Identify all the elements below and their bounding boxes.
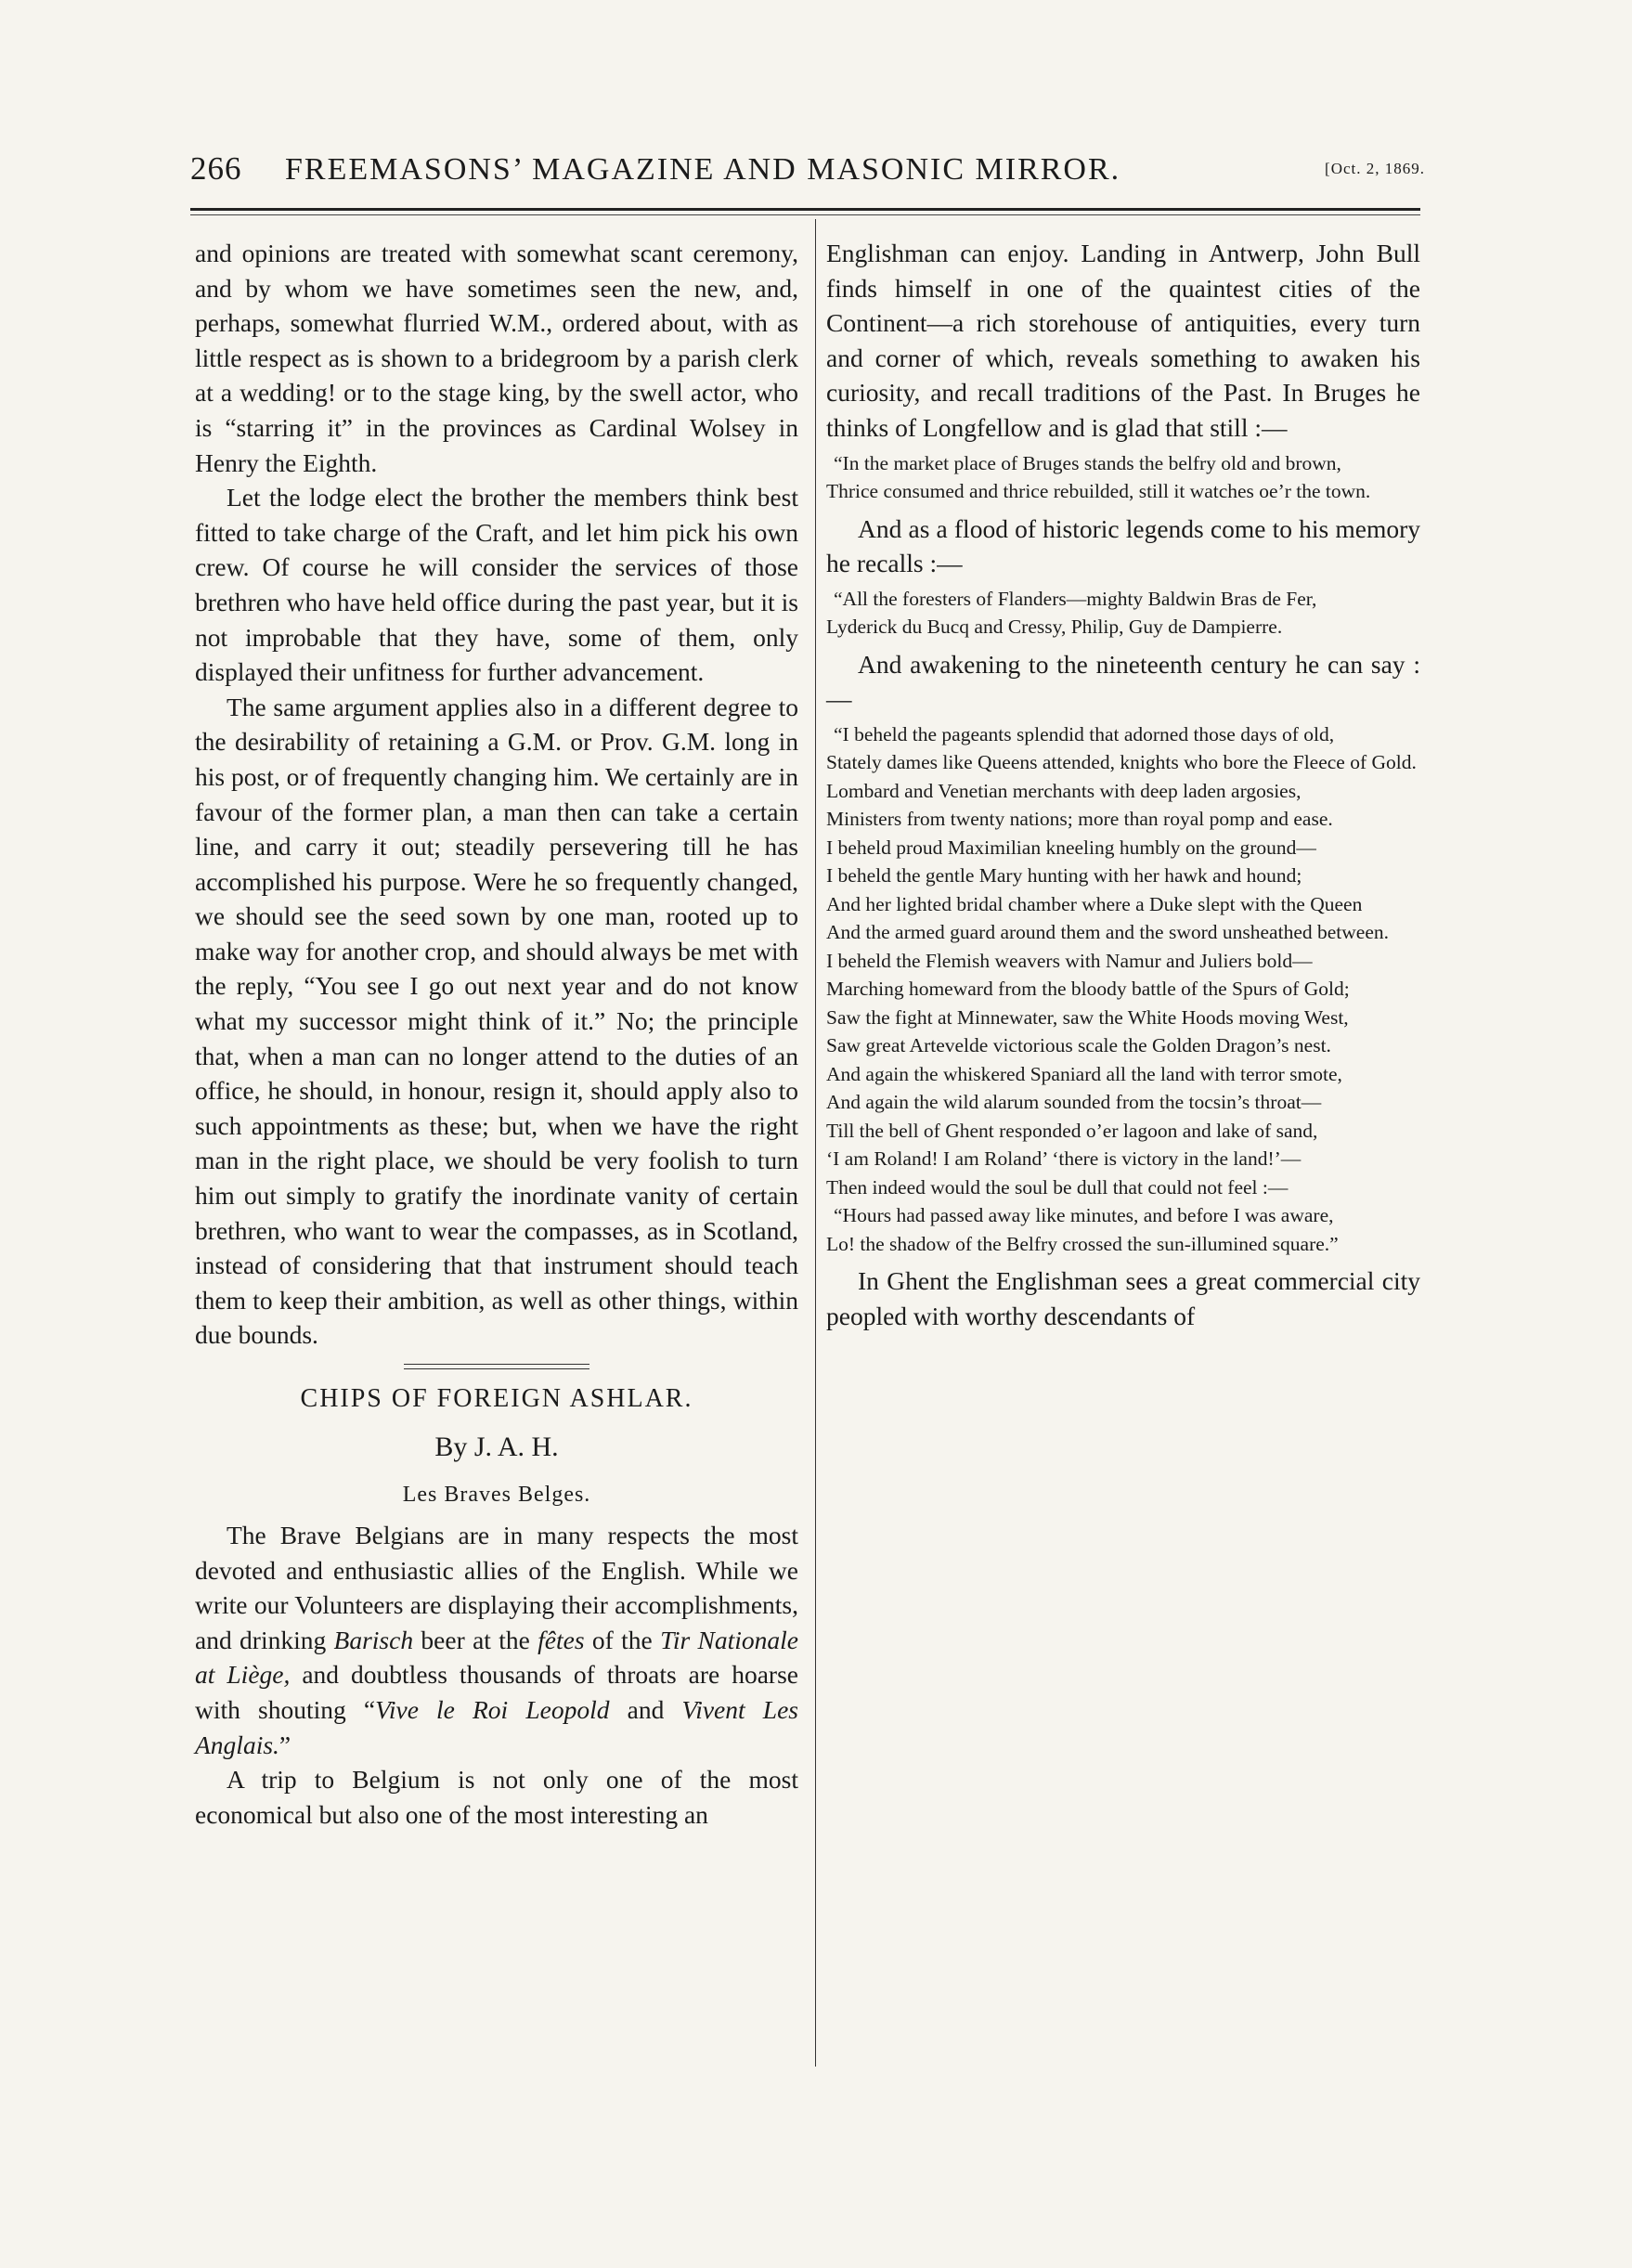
verse-line: Lombard and Venetian merchants with deep laden argosies, (826, 779, 1302, 802)
italic-text: Barisch (333, 1625, 414, 1654)
verse-block (826, 720, 1420, 1259)
right-column (826, 236, 1420, 1334)
verse-line: Stately dames like Queens attended, knights who bore the Fleece of Gold. (826, 751, 1417, 774)
magazine-title: FREEMASONS’ MAGAZINE AND MASONIC MIRROR. (285, 152, 1121, 187)
section-byline: By J. A. H. (434, 1432, 559, 1462)
verse-line: “Hours had passed away like minutes, and before I was aware, (834, 1204, 1334, 1227)
article-paragraph: And as a flood of historic legends come to his memory he recalls :— (826, 513, 1420, 578)
section-title: CHIPS OF FOREIGN ASHLAR. (300, 1384, 693, 1413)
column-divider (815, 219, 816, 2067)
text-run: and doubtless thousands of throats are hoarse with shouting “ (195, 1660, 798, 1724)
article-paragraph: In Ghent the Englishman sees a great commercial city peopled with worthy descendants of (826, 1266, 1420, 1331)
text-run: The Brave Belgians are in many respects the most devoted and enthusiastic allies of the English. While we write our Volunteers are displaying their accomplishments, and drinking (195, 1521, 798, 1654)
verse-line: Till the bell of Ghent responded o’er lagoon and lake of sand, (826, 1119, 1318, 1142)
article-paragraph: And awakening to the nineteenth century he can say :— (826, 649, 1420, 714)
verse-line: Saw the fight at Minnewater, saw the White Hoods moving West, (826, 1005, 1349, 1029)
verse-line: I beheld the gentle Mary hunting with her hawk and hound; (826, 864, 1302, 888)
verse-block (826, 449, 1420, 506)
page-header (190, 149, 1425, 195)
article-paragraph (195, 1518, 798, 1762)
verse-line: Lyderick du Bucq and Cressy, Philip, Guy de Dampierre. (826, 616, 1283, 639)
verse-line: And her lighted bridal chamber where a Duke slept with the Queen (826, 892, 1363, 915)
verse-line: And again the wild alarum sounded from the tocsin’s throat— (826, 1091, 1322, 1114)
section-subtitle: Les Braves Belges. (402, 1483, 591, 1507)
header-rule (190, 208, 1420, 215)
verse-line: “I beheld the pageants splendid that adorned those days of old, (834, 722, 1335, 745)
article-paragraph: The same argument applies also in a different degree to the desirability of retaining a G.M. or Prov. G.M. long in his post, or of frequently changing him. We certainly are in favour of the former plan, a man then can take a certain line, and carry it out; steadily persevering till he has accomplished his purpose. Were he so frequently changed, we should see the seed sown by one man, rooted up to make way for another crop, and should always be met with the reply, “You see I go out next year and do not know what my successor might think of it.” No; the principle that, when a man can no longer attend to the duties of an office, he should, in honour, resign it, should apply also to such appointments as these; but, when we have the right man in the right place, we should be very foolish to turn him out simply to gratify the inordinate vanity of certain brethren, who want to wear the compasses, as in Scotland, instead of considering that that instrument should teach them to keep their ambition, as well as other things, within due bounds. (195, 692, 798, 1350)
text-run: and (609, 1694, 682, 1724)
left-column (195, 236, 798, 1832)
italic-text: Tir Nationale at Liège, (195, 1625, 798, 1690)
issue-date: [Oct. 2, 1869. (1325, 160, 1425, 177)
article-paragraph: and opinions are treated with somewhat scant ceremony, and by whom we have sometimes seen the new, and, perhaps, somewhat flurried W.M., ordered about, with as little respect as is shown to a bridegroom by a parish clerk at a wedding! or to the stage king, by the swell actor, who is “starring it” in the provinces as Cardinal Wolsey in Henry the Eighth. (195, 239, 798, 477)
verse-line: And the armed guard around them and the sword unsheathed between. (826, 921, 1389, 944)
verse-line: And again the whiskered Spaniard all the land with terror smote, (826, 1062, 1342, 1085)
verse-line: Lo! the shadow of the Belfry crossed the sun-illumined square.” (826, 1232, 1339, 1255)
italic-text: Vive le Roi Leopold (375, 1694, 610, 1724)
verse-line: “In the market place of Bruges stands the belfry old and brown, (834, 451, 1341, 474)
section-divider (404, 1364, 589, 1369)
verse-line: Marching homeward from the bloody battle of the Spurs of Gold; (826, 978, 1350, 1001)
verse-line: I beheld the Flemish weavers with Namur and Juliers bold— (826, 949, 1313, 972)
article-paragraph: Let the lodge elect the brother the members think best fitted to take charge of the Craft, and let him pick his own crew. Of course he will consider the services of those brethren who have held office during the past year, but it is not improbable that they have, some of them, only displayed their unfitness for further advancement. (195, 483, 798, 687)
italic-text: fêtes (538, 1625, 585, 1654)
verse-line: Ministers from twenty nations; more than royal pomp and ease. (826, 808, 1333, 831)
verse-line: “All the foresters of Flanders—mighty Baldwin Bras de Fer, (834, 587, 1317, 610)
article-paragraph: Englishman can enjoy. Landing in Antwerp, John Bull finds himself in one of the quaintest cities of the Continent—a rich storehouse of antiquities, every turn and corner of which, reveals something to awaken his curiosity, and recall traditions of the Past. In Bruges he thinks of Longfellow and is glad that still :— (826, 239, 1420, 442)
text-run: ” (278, 1730, 291, 1759)
text-run: beer at the (413, 1625, 538, 1654)
verse-line: I beheld proud Maximilian kneeling humbly on the ground— (826, 836, 1316, 859)
verse-line: Thrice consumed and thrice rebuilded, still it watches oe’r the town. (826, 480, 1371, 503)
verse-block (826, 585, 1420, 642)
verse-line: ‘I am Roland! I am Roland’ ‘there is victory in the land!’— (826, 1147, 1302, 1171)
italic-text: Vivent Les Anglais. (195, 1694, 798, 1759)
article-paragraph: A trip to Belgium is not only one of the most economical but also one of the most interesting an (195, 1765, 798, 1829)
text-run: of the (584, 1625, 661, 1654)
verse-line: Then indeed would the soul be dull that could not feel :— (826, 1175, 1289, 1199)
page-number: 266 (190, 150, 242, 187)
verse-line: Saw great Artevelde victorious scale the Golden Dragon’s nest. (826, 1034, 1331, 1057)
